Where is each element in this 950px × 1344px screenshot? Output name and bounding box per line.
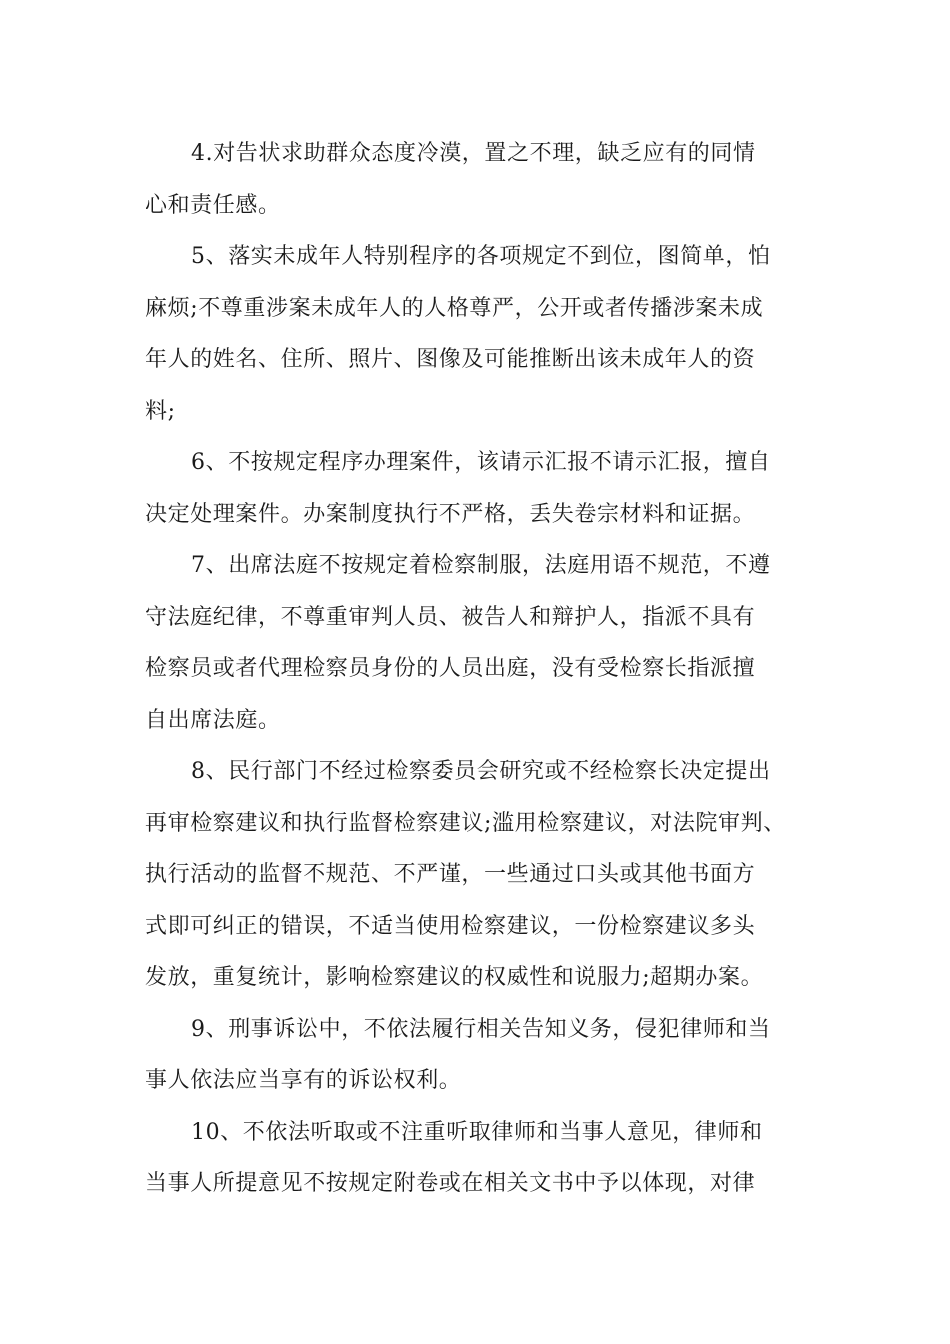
text-line: 自出席法庭。	[145, 707, 281, 733]
text-line: 6、不按规定程序办理案件，该请示汇报不请示汇报，擅自	[191, 450, 771, 475]
text-line: 守法庭纪律，不尊重审判人员、被告人和辩护人，指派不具有	[145, 604, 756, 630]
text-line: 心和责任感。	[145, 192, 281, 218]
text-line: 10、不依法听取或不注重听取律师和当事人意见，律师和	[191, 1119, 763, 1145]
text-line: 麻烦;不尊重涉案未成年人的人格尊严，公开或者传播涉案未成	[145, 295, 764, 321]
text-line: 9、刑事诉讼中，不依法履行相关告知义务，侵犯律师和当	[191, 1016, 771, 1042]
paragraph-7	[145, 540, 815, 746]
document-body	[145, 128, 815, 1210]
text-line: 7、出席法庭不按规定着检察制服，法庭用语不规范，不遵	[191, 553, 771, 578]
text-line: 8、民行部门不经过检察委员会研究或不经检察长决定提出	[191, 759, 771, 784]
text-line: 再审检察建议和执行监督检察建议;滥用检察建议，对法院审判、	[145, 810, 786, 836]
text-line: 式即可纠正的错误，不适当使用检察建议，一份检察建议多头	[145, 913, 756, 939]
text-line: 料;	[145, 398, 176, 424]
text-line: 发放，重复统计，影响检察建议的权威性和说服力;超期办案。	[145, 965, 764, 990]
paragraph-5	[145, 231, 815, 437]
paragraph-4	[145, 128, 815, 231]
paragraph-10	[145, 1107, 815, 1210]
text-line: 检察员或者代理检察员身份的人员出庭，没有受检察长指派擅	[145, 656, 756, 681]
text-line: 当事人所提意见不按规定附卷或在相关文书中予以体现，对律	[145, 1171, 756, 1196]
paragraph-9	[145, 1004, 815, 1107]
paragraph-6	[145, 437, 815, 540]
text-line: 决定处理案件。办案制度执行不严格，丢失卷宗材料和证据。	[145, 501, 756, 527]
text-line: 4.对告状求助群众态度冷漠，置之不理，缺乏应有的同情	[191, 141, 756, 166]
text-line: 事人依法应当享有的诉讼权利。	[145, 1068, 462, 1093]
text-line: 5、落实未成年人特别程序的各项规定不到位，图简单，怕	[191, 244, 771, 269]
paragraph-8	[145, 746, 815, 1004]
text-line: 执行活动的监督不规范、不严谨，一些通过口头或其他书面方	[145, 862, 756, 887]
text-line: 年人的姓名、住所、照片、图像及可能推断出该未成年人的资	[145, 347, 756, 372]
